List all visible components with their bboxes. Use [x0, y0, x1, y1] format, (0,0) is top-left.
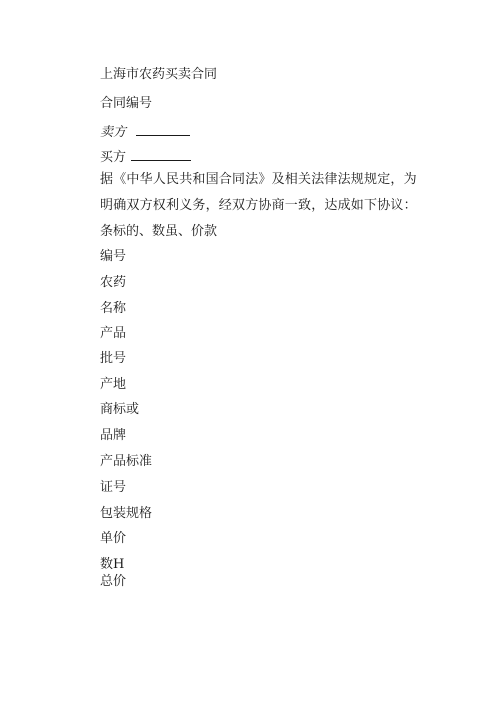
- list-item: 农药: [100, 275, 127, 290]
- seller-blank: [136, 123, 190, 136]
- buyer-label: 买方: [100, 150, 127, 165]
- buyer-line: [100, 148, 191, 166]
- list-item: 包装规格: [100, 506, 153, 521]
- intro-paragraph: 据《中华人民共和国合同法》及相关法律法规规定，为 明确双方权利义务，经双方协商一致，达成如下协议：: [100, 172, 417, 213]
- buyer-blank: [131, 148, 191, 161]
- list-item: 编号: [100, 249, 127, 264]
- list-item: 总价: [100, 574, 127, 589]
- contract-title: 上海市农药买卖合同: [100, 67, 218, 82]
- list-item: 品牌: [100, 428, 127, 443]
- list-item: 条标的、数虽、价款: [100, 224, 218, 239]
- list-item: 单价: [100, 531, 127, 546]
- seller-line: [100, 123, 190, 141]
- list-item: 批号: [100, 351, 127, 366]
- list-item: 商标或: [100, 402, 140, 417]
- list-item: 产品标准: [100, 454, 153, 469]
- list-item: 产品: [100, 326, 127, 341]
- list-item: 数H: [100, 557, 125, 572]
- list-item: 证号: [100, 480, 127, 495]
- list-item: 产地: [100, 377, 127, 392]
- seller-label: 卖方: [100, 125, 127, 140]
- list-item: 名称: [100, 301, 127, 316]
- contract-number-label: 合同编号: [100, 96, 153, 111]
